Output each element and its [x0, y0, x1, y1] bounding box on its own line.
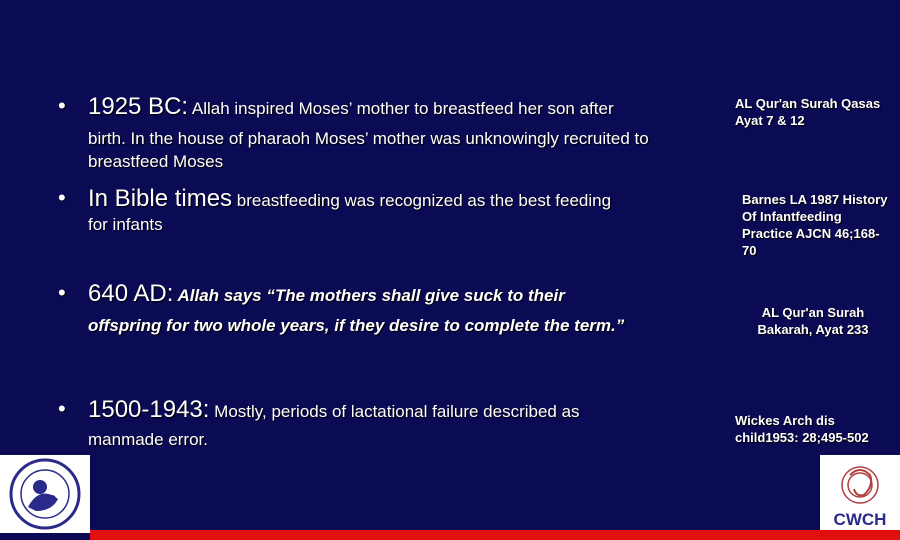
- reference-quran-bakarah: AL Qur'an Surah Bakarah, Ayat 233: [757, 305, 869, 337]
- cwch-logo-icon: [820, 455, 900, 533]
- bullet-dot-icon: •: [58, 280, 66, 305]
- reference-barnes: Barnes LA 1987 History Of Infantfeeding Practice AJCN 46;168-70: [742, 192, 888, 258]
- bullet-dot-icon: •: [58, 396, 66, 421]
- bullet-text: Mostly, periods of lactational failure described as: [209, 402, 580, 421]
- logo-right-text: CWCH: [833, 510, 887, 529]
- bullet-text: breastfeeding was recognized as the best feeding: [232, 191, 612, 210]
- bullet-lead: 1925 BC:: [88, 93, 189, 120]
- bullet-text: Allah inspired Moses’ mother to breastfeed her son after: [188, 99, 614, 118]
- bullet-continuation: manmade error.: [88, 430, 208, 449]
- bullet-640-ad: [58, 280, 698, 337]
- bullet-lead: 640 AD:: [88, 280, 174, 307]
- footer-bar: [90, 530, 900, 540]
- bullet-bible-times: [58, 185, 698, 236]
- bullet-continuation: for infants: [88, 215, 163, 234]
- bullet-lead: In Bible times: [88, 185, 233, 212]
- seal-logo-icon: [0, 455, 90, 533]
- reference-quran-qasas: AL Qur'an Surah Qasas Ayat 7 & 12: [735, 96, 881, 128]
- bullet-text: Allah says “The mothers shall give suck to their: [173, 286, 565, 305]
- bullet-continuation: offspring for two whole years, if they desire to complete the term.”: [88, 316, 625, 335]
- bullet-continuation: birth. In the house of pharaoh Moses’ mother was unknowingly recruited to breastfeed Moses: [88, 129, 649, 171]
- right-organization-logo: [820, 455, 900, 533]
- bullet-dot-icon: •: [58, 93, 66, 118]
- bullet-dot-icon: •: [58, 185, 66, 210]
- bullet-1500-1943: [58, 396, 698, 451]
- bullet-1925-bc: [58, 93, 698, 173]
- bullet-lead: 1500-1943:: [88, 396, 210, 423]
- left-organization-logo: [0, 455, 90, 533]
- reference-wickes: Wickes Arch dis child1953: 28;495-502: [735, 413, 869, 445]
